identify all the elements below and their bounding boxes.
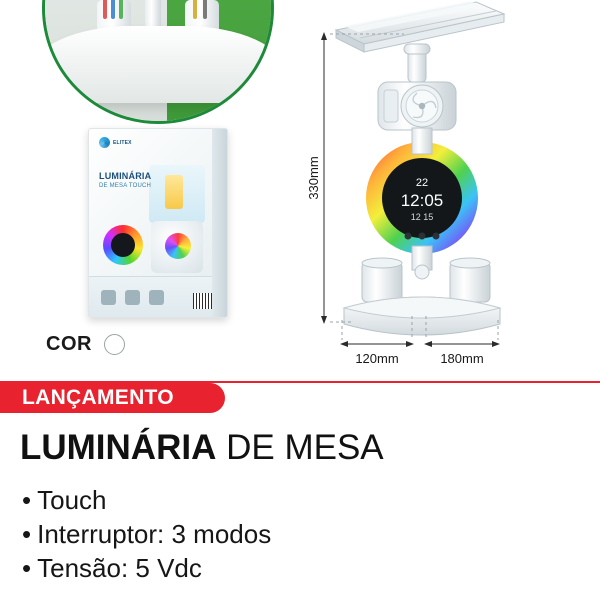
feature-label: Interruptor: 3 modos — [37, 518, 272, 549]
pen-blue-icon — [111, 0, 115, 19]
package-brand-logo — [99, 137, 132, 148]
feature-icon-1 — [101, 290, 116, 305]
pen-grey-icon — [203, 0, 207, 19]
dimension-depth-label: 120mm — [355, 351, 399, 366]
package-feature-strip — [89, 276, 227, 317]
retail-package-photo — [88, 128, 228, 318]
dimension-width-label: 180mm — [440, 351, 484, 366]
page-title — [20, 428, 384, 468]
list-item — [22, 484, 582, 518]
package-title: LUMINÁRIA — [99, 171, 152, 181]
page-title-light: DE MESA — [216, 428, 384, 467]
feature-label: Touch — [37, 485, 107, 515]
bullet-icon: • — [22, 485, 32, 515]
lamp-base — [42, 26, 274, 103]
lifestyle-photo — [42, 0, 274, 124]
bullet-icon: • — [22, 518, 32, 549]
feature-icon-3 — [149, 290, 164, 305]
feature-label: Tensão: 5 Vdc — [37, 552, 202, 583]
drawing-display-date: 12 15 — [410, 212, 434, 222]
technical-drawing — [300, 0, 600, 378]
color-label: COR — [46, 333, 92, 355]
list-item — [22, 518, 582, 552]
pen-yellow-icon — [193, 0, 197, 19]
package-front-face — [88, 128, 228, 318]
package-rgb-ring-image — [103, 225, 143, 265]
feature-list — [22, 484, 582, 585]
list-item — [22, 552, 582, 586]
dimension-height-label: 330mm — [306, 156, 321, 200]
color-option-row — [46, 333, 125, 356]
package-hero-image — [149, 165, 205, 223]
page-title-bold: LUMINÁRIA — [20, 428, 217, 467]
bullet-icon: • — [22, 552, 32, 583]
package-brand-name: ELITEX — [113, 139, 132, 146]
color-swatch-white[interactable] — [104, 334, 125, 355]
drawing-display-time: 12:05 — [400, 191, 444, 210]
brand-mark-icon — [99, 137, 110, 148]
package-subtitle: DE MESA TOUCH — [99, 183, 152, 189]
package-side-face — [212, 129, 228, 317]
pen-red-icon — [103, 0, 107, 19]
launch-banner-label: LANÇAMENTO — [22, 386, 174, 409]
drawing-fan — [378, 82, 456, 130]
drawing-rgb-clock — [366, 142, 478, 254]
package-secondary-image — [151, 221, 203, 273]
pen-green-icon — [119, 0, 123, 19]
drawing-neck — [412, 128, 432, 154]
feature-icon-2 — [125, 290, 140, 305]
drawing-arm — [404, 44, 430, 82]
launch-banner — [0, 383, 225, 413]
drawing-base — [344, 297, 500, 335]
drawing-display-temperature: 22 — [415, 177, 429, 189]
